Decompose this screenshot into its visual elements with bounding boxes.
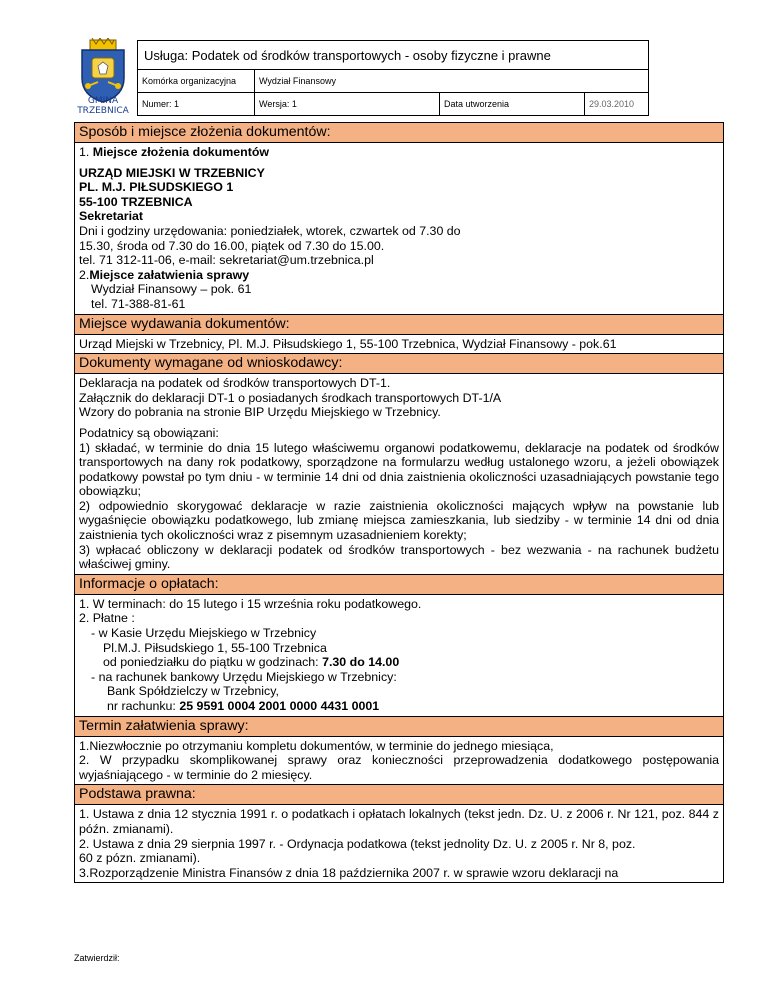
- document-version: Wersja: 1: [255, 93, 440, 116]
- handling-department-phone: tel. 71-388-81-61: [91, 296, 186, 311]
- org-unit-value: Wydział Finansowy: [255, 70, 649, 93]
- submission-place-item: [79, 145, 719, 160]
- logo-text-gmina: GMINA: [87, 96, 119, 106]
- section-body-legal-basis: [75, 805, 724, 883]
- section-body-submission: [75, 143, 724, 315]
- office-unit: Sekretariat: [79, 209, 144, 224]
- payment-deadlines: 1. W terminach: do 15 lutego i 15 września roku podatkowego.: [79, 596, 422, 611]
- bank-name: Bank Spółdzielczy w Trzebnicy,: [107, 684, 279, 699]
- section-heading-legal-basis: Podstawa prawna:: [75, 785, 724, 805]
- cashier-address: Pl.M.J. Piłsudskiego 1, 55-100 Trzebnica: [103, 640, 327, 655]
- bank-account-number: nr rachunku: 25 9591 0004 2001 0000 4431 0001: [107, 699, 380, 713]
- deadline-standard: 1.Niezwłocznie po otrzymaniu kompletu dokumentów, w terminie do jednego miesiąca,: [79, 738, 554, 753]
- section-body-required-documents: [75, 374, 724, 575]
- legal-basis-3: 3.Rozporządzenie Ministra Finansów z dnia 18 października 2007 r. w sprawie wzoru deklaracji na: [79, 865, 619, 880]
- section-body-deadline: [75, 736, 724, 785]
- logo-caption: [64, 96, 142, 116]
- document-dt1: Deklaracja na podatek od środków transportowych DT-1.: [79, 376, 391, 391]
- payment-cashier: - w Kasie Urzędu Miejskiego w Trzebnicy: [91, 626, 317, 641]
- creation-date-label: Data utworzenia: [440, 93, 585, 116]
- office-postal: 55-100 TRZEBNICA: [79, 194, 193, 209]
- section-body-fees: [75, 594, 724, 716]
- deadline-complex: 2. W przypadku skomplikowanej sprawy oraz konieczności przeprowadzenia dodatkowego postępowania wyjaśniającego - w terminie do 2 miesięcy.: [79, 753, 719, 782]
- approved-by-label: Zatwierdził:: [74, 953, 120, 963]
- creation-date-value: 29.03.2010: [585, 93, 649, 116]
- handling-place-item: 2.Miejsce załatwienia sprawy: [79, 267, 250, 282]
- section-heading-issuing: Miejsce wydawania dokumentów:: [75, 314, 724, 334]
- office-hours-line-2: 15.30, środa od 7.30 do 16.00, piątek od 7.30 do 15.00.: [79, 238, 385, 253]
- document-header-table: [137, 40, 649, 116]
- document-number: Numer: 1: [138, 93, 255, 116]
- section-heading-fees: Informacje o opłatach:: [75, 574, 724, 594]
- item-number: 1.: [79, 145, 93, 159]
- obligation-2: 2) odpowiednio skorygować deklaracje w razie zaistnienia okoliczności mających wpływ na powstanie lub wygaśnięcie obowiązku podatkowego, lub zmianę miejsca zamieszkania, lub siedziby - w terminie 14 dni od dnia zaistnienia tych okoliczności wraz z pisemnym uzasadnieniem korekty;: [79, 498, 719, 543]
- handling-department: Wydział Finansowy – pok. 61: [91, 282, 252, 297]
- office-contact: tel. 71 312-11-06, e-mail: sekretariat@um.trzebnica.pl: [79, 253, 374, 268]
- section-heading-deadline: Termin załatwienia sprawy:: [75, 716, 724, 736]
- obligations-intro: Podatnicy są obowiązani:: [79, 425, 219, 440]
- section-heading-required-documents: Dokumenty wymagane od wnioskodawcy:: [75, 354, 724, 374]
- document-dt1a: Załącznik do deklaracji DT-1 o posiadanych środkach transportowych DT-1/A: [79, 390, 502, 405]
- cashier-hours: od poniedziałku do piątku w godzinach: 7.30 do 14.00: [103, 655, 400, 670]
- org-unit-label: Komórka organizacyjna: [138, 70, 255, 93]
- obligation-3: 3) wpłacać obliczony w deklaracji podatek od środków transportowych - bez wezwania - na rachunek budżetu właściwej gminy.: [79, 542, 719, 572]
- office-name: URZĄD MIEJSKI W TRZEBNICY: [79, 165, 265, 180]
- payment-bank-transfer: - na rachunek bankowy Urzędu Miejskiego w Trzebnicy:: [91, 669, 397, 684]
- service-details-table: [74, 122, 724, 883]
- section-heading-submission: Sposób i miejsce złożenia dokumentów:: [75, 123, 724, 143]
- logo-text-trzebnica: TRZEBNICA: [77, 106, 129, 116]
- legal-basis-2: 2. Ustawa z dnia 29 sierpnia 1997 r. - Ordynacja podatkowa (tekst jednolity Dz. U. z 2005 r. Nr 8, poz. 60 z pózn. zmianami).: [79, 836, 636, 866]
- section-body-issuing: Urząd Miejski w Trzebnicy, Pl. M.J. Piłsudskiego 1, 55-100 Trzebnica, Wydział Finansowy - pok.61: [75, 334, 724, 354]
- forms-download-note: Wzory do pobrania na stronie BIP Urzędu Miejskiego w Trzebnicy.: [79, 405, 441, 420]
- office-street: PL. M.J. PIŁSUDSKIEGO 1: [79, 180, 234, 195]
- office-hours-line-1: Dni i godziny urzędowania: poniedziałek, wtorek, czwartek od 7.30 do: [79, 223, 461, 238]
- obligation-1: 1) składać, w terminie do dnia 15 lutego właściwemu organowi podatkowemu, deklaracje na podatek od środków transportowych na dany rok podatkowy, sporządzone na formularzu według ustalonego wzoru, a jeżeli obowiązek podatkowy powstał po tym dniu - w terminie 14 dni od dnia zaistnienia okoliczności uzasadniających powstanie tego obowiązku;: [79, 440, 719, 499]
- submission-place-label: Miejsce złożenia dokumentów: [92, 145, 270, 159]
- service-title: Usługa: Podatek od środków transportowych - osoby fizyczne i prawne: [138, 41, 649, 70]
- legal-basis-1: 1. Ustawa z dnia 12 stycznia 1991 r. o podatkach i opłatach lokalnych (tekst jedn. Dz. U. z 2006 r. Nr 121, poz. 844 z późn. zmianami).: [79, 807, 719, 836]
- payment-methods-label: 2. Płatne :: [79, 611, 135, 626]
